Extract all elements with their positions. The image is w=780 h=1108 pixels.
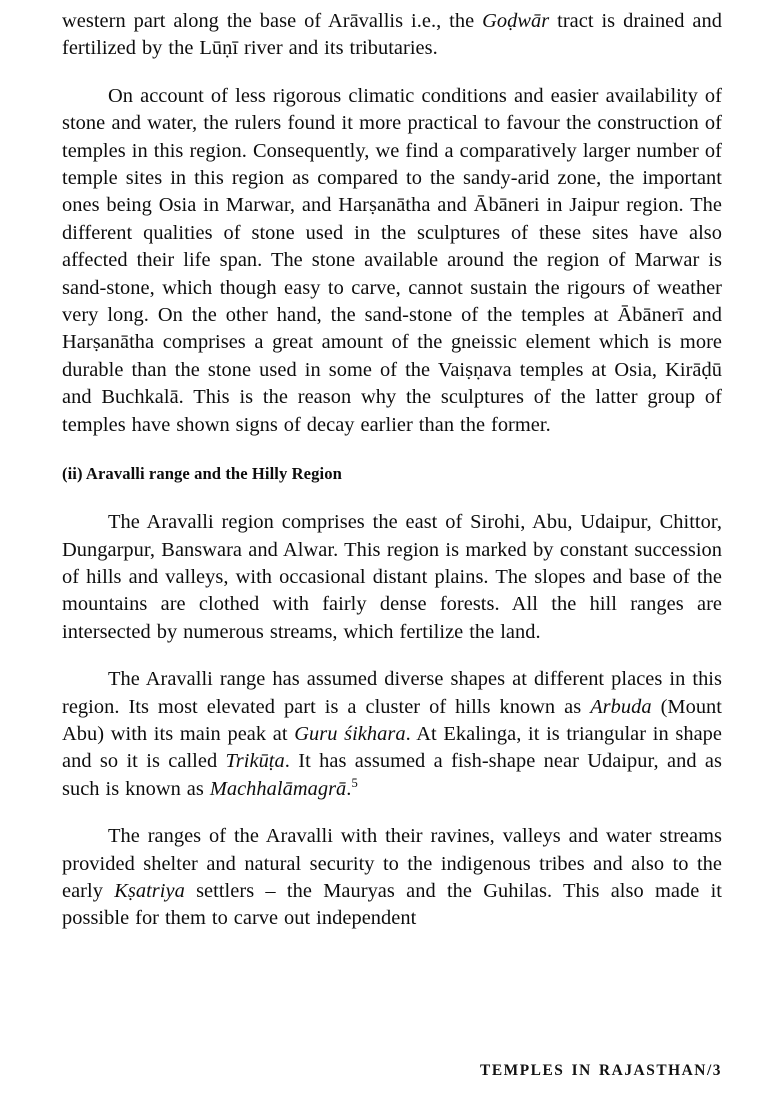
text-run: . It has assumed a fish-shape near Udaipur, and as such is known as bbox=[62, 750, 722, 800]
text-run: On account of less rigorous climatic conditions and easier availability of stone and water, the rulers found it more practical to favour the construction of temples in this region. Consequently, we find a comparatively larger number of temple sites in this region as compared to the sandy-arid zone, the important ones being Osia in Marwar, and Harṣanātha and Ābāneri in Jaipur region. The different qualities of stone used in the sculptures of these sites have also affected their life span. The stone available around the region of Marwar is sand-stone, which though easy to carve, cannot sustain the rigours of weather very long. On the other hand, the sand-stone of the temples at Ābānerī and Harṣanātha comprises a great amount of the gneissic element which is more durable than the stone used in some of the Vaiṣṇava temples at Osia, Kirāḍū and Buchkalā. This is the reason why the sculptures of the latter group of temples have shown signs of decay earlier than the former. bbox=[62, 84, 722, 436]
italic-term: Arbuda bbox=[590, 695, 652, 718]
footnote-reference: 5 bbox=[351, 775, 358, 790]
text-run: The Aravalli range has assumed diverse shapes at different places in this region. Its most elevated part is a cluster of hills known as bbox=[62, 668, 722, 718]
text-run: (Mount Abu) with its main peak at bbox=[62, 695, 722, 745]
section-heading-aravalli-range: (ii) Aravalli range and the Hilly Region bbox=[62, 464, 342, 484]
italic-term: Kṣatriya bbox=[114, 879, 185, 902]
italic-term: Trikūṭa bbox=[225, 750, 285, 773]
paragraph-aravalli-shapes bbox=[62, 666, 722, 803]
paragraph-stone-and-temples bbox=[62, 83, 722, 439]
text-run: The Aravalli region comprises the east of Sirohi, Abu, Udaipur, Chittor, Dungarpur, Banswara and Alwar. This region is marked by constant succession of hills and valleys, with occasional distant plains. The slopes and base of the mountains are clothed with fairly dense forests. All the hill ranges are intersected by numerous streams, which fertilize the land. bbox=[62, 511, 722, 643]
text-run: . bbox=[346, 777, 352, 800]
text-run: . At Ekalinga, it is triangular in shape and so it is called bbox=[62, 722, 722, 773]
paragraph-aravalli-region bbox=[62, 509, 722, 646]
paragraph-aravalli-ranges-shelter bbox=[62, 823, 722, 933]
italic-term: Guru śikhara bbox=[294, 722, 406, 745]
text-run: tract is drained and fertilized by the Lūṇī river and its tributaries. bbox=[62, 10, 722, 60]
running-footer: TEMPLES IN RAJASTHAN/3 bbox=[480, 1062, 722, 1079]
text-run: western part along the base of Arāvallis i.e., the bbox=[62, 10, 483, 32]
italic-term: Goḍwār bbox=[482, 10, 550, 32]
italic-term: Machhalāmagrā bbox=[209, 777, 347, 800]
text-run: The ranges of the Aravalli with their ravines, valleys and water streams provided shelter and natural security to the indigenous tribes and also to the early bbox=[62, 825, 722, 902]
paragraph-continued bbox=[62, 8, 722, 63]
text-column bbox=[62, 8, 722, 933]
text-run: settlers – the Mauryas and the Guhilas. This also made it possible for them to carve out independent bbox=[62, 879, 722, 930]
